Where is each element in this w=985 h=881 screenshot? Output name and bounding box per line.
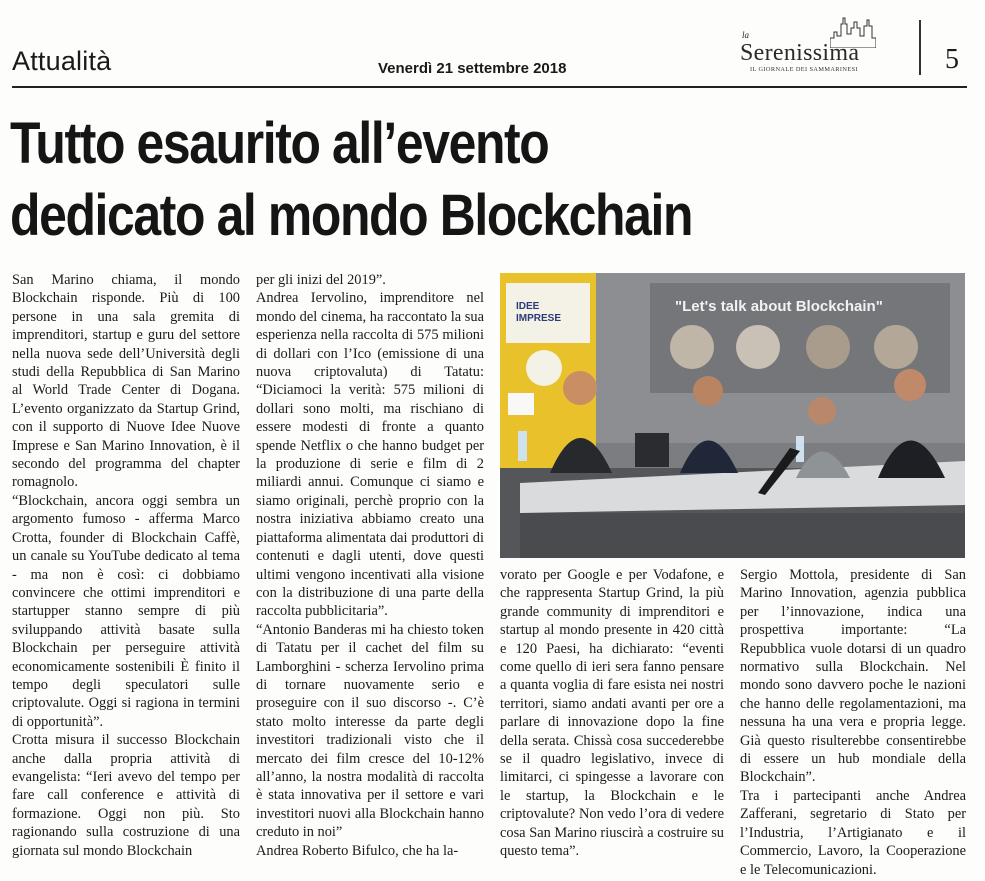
logo-name: Serenissima	[740, 40, 860, 66]
banner-text-2: IMPRESE	[516, 313, 562, 324]
paragraph: San Marino chiama, il mondo Blockchain risponde. Più di 100 persone in una sala gremita di imprenditori, startup e guru del settore nella nuova sede dell’Università degli studi della Repubblica di San Marino al World Trade Center di Dogana. L’evento organizzato da Startup Grind, con il supporto di Nuove Idee Nuove Imprese e San Marino Innovation, è il secondo del programma del chapter romagnolo.	[12, 272, 240, 491]
newspaper-logo	[738, 14, 878, 76]
paragraph: Andrea Iervolino, imprenditore nel mondo del cinema, ha raccontato la sua esperienza nella raccolta di 575 milioni di dollari con l’Ico (emissione di una nuova criptovaluta) di Tatatu: “Diciamoci la verità: 575 milioni di dollari sono molti, ma rischiano di essere modesti di fronte a quanto spende Netflix o che hanno budget per la produzione di serie e film di 2 miliardi annui. Comunque ci siamo e siamo originali, perchè proprio con la nostra iniziativa abbiamo creato una piattaforma alimentata dai produttori di contenuti e dagli utenti, dove questi ultimi vengono incentivati alla visione con la distribuzione di una parte della raccolta pubblicitaria”.	[256, 290, 484, 620]
header-rule	[12, 86, 967, 88]
paragraph: “Antonio Banderas mi ha chiesto token di Tatatu per il cachet del film su Lamborghini - scherza Iervolino prima di tornare nuovamente serio e proseguire con il suo discorso -. C’è stato molto interesse da parte degli investitori tradizionali visto che il mercato dei film cresce del 10-12% all’anno, la nostra modalità di raccolta è stata innovativa per il settore e vari investitori nuovi alla Blockchain hanno creduto in noi”	[256, 621, 484, 841]
event-photo	[500, 273, 965, 558]
paragraph: Crotta misura il successo Blockchain anche dalla propria attività di evangelista: “Ieri avevo del tempo per fare call conference e attività di formazione. Oggi non più. Sto ragionando sulla costruzione di una giornata sul mondo Blockchain	[12, 732, 240, 859]
header-divider	[919, 20, 921, 75]
banner-text-1: IDEE	[516, 301, 540, 312]
logo-subtitle: IL GIORNALE DEI SAMMARINESI	[750, 66, 858, 73]
article-column-3	[500, 566, 724, 861]
article-column-4	[740, 566, 966, 879]
paragraph: Andrea Roberto Bifulco, che ha la-	[256, 842, 459, 859]
screen-title: "Let's talk about Blockchain"	[675, 298, 883, 315]
page-number: 5	[945, 44, 959, 75]
paragraph: “Blockchain, ancora oggi sembra un argomento fumoso - afferma Marco Crotta, founder di Blockchain Caffè, un canale su YouTube dedicato al tema - ma non è così: ci dobbiamo convincere che ottimi imprenditori e startupper stanno sempre di più sviluppando attività basate sulla Blockchain per perseguire attività economicamente sostenibili È finito il tempo degli speculatori sulle criptovalute. Oggi si ragiona in termini di opportunità”.	[12, 492, 240, 730]
logo-article: la	[742, 30, 750, 40]
paragraph: Sergio Mottola, presidente di San Marino Innovation, agenzia pubblica per l’innovazione, indica una prospettiva importante: “La Repubblica vuole dotarsi di un quadro normativo sulla Blockchain. Nel mondo sono davvero poche le nazioni che hanno delle regolamentazioni, ma nessuna ha una vera e propria legge. Già questo risulterebbe consentirebbe di essere un hub mondiale della Blockchain”.	[740, 567, 966, 786]
headline-line-1: Tutto esaurito all’evento	[10, 111, 549, 176]
section-label: Attualità	[12, 46, 112, 76]
paragraph: Tra i partecipanti anche Andrea Zafferani, segretario di Stato per l’Industria, l’Artigianato e il Commercio, Lavoro, la Cooperazione e le Telecomunicazioni.	[740, 787, 966, 878]
article-column-2	[256, 271, 484, 860]
article-column-1	[12, 271, 240, 860]
headline-line-2: dedicato al mondo Blockchain	[10, 183, 693, 248]
article-headline	[10, 108, 836, 252]
paragraph: per gli inizi del 2019”.	[256, 272, 386, 288]
issue-date: Venerdì 21 settembre 2018	[378, 60, 567, 77]
paragraph: vorato per Google e per Vodafone, e che rappresenta Startup Grind, la più grande community di imprenditori e startup al mondo presente in 420 città e 120 Paesi, ha dichiarato: “eventi come quello di ieri sera fanno pensare a quanta voglia di fare esista nei nostri territori, siamo andati avanti per ore a parlare di innovazione dopo la fine della serata. Chissà cosa succederebbe se il quadro legislativo, invece di limitarci, ci spingesse a lavorare con le startup, la Blockchain e le criptovalute? Non vedo l’ora di vedere cosa San Marino riuscirà a costruire su questo tema”.	[500, 567, 724, 860]
